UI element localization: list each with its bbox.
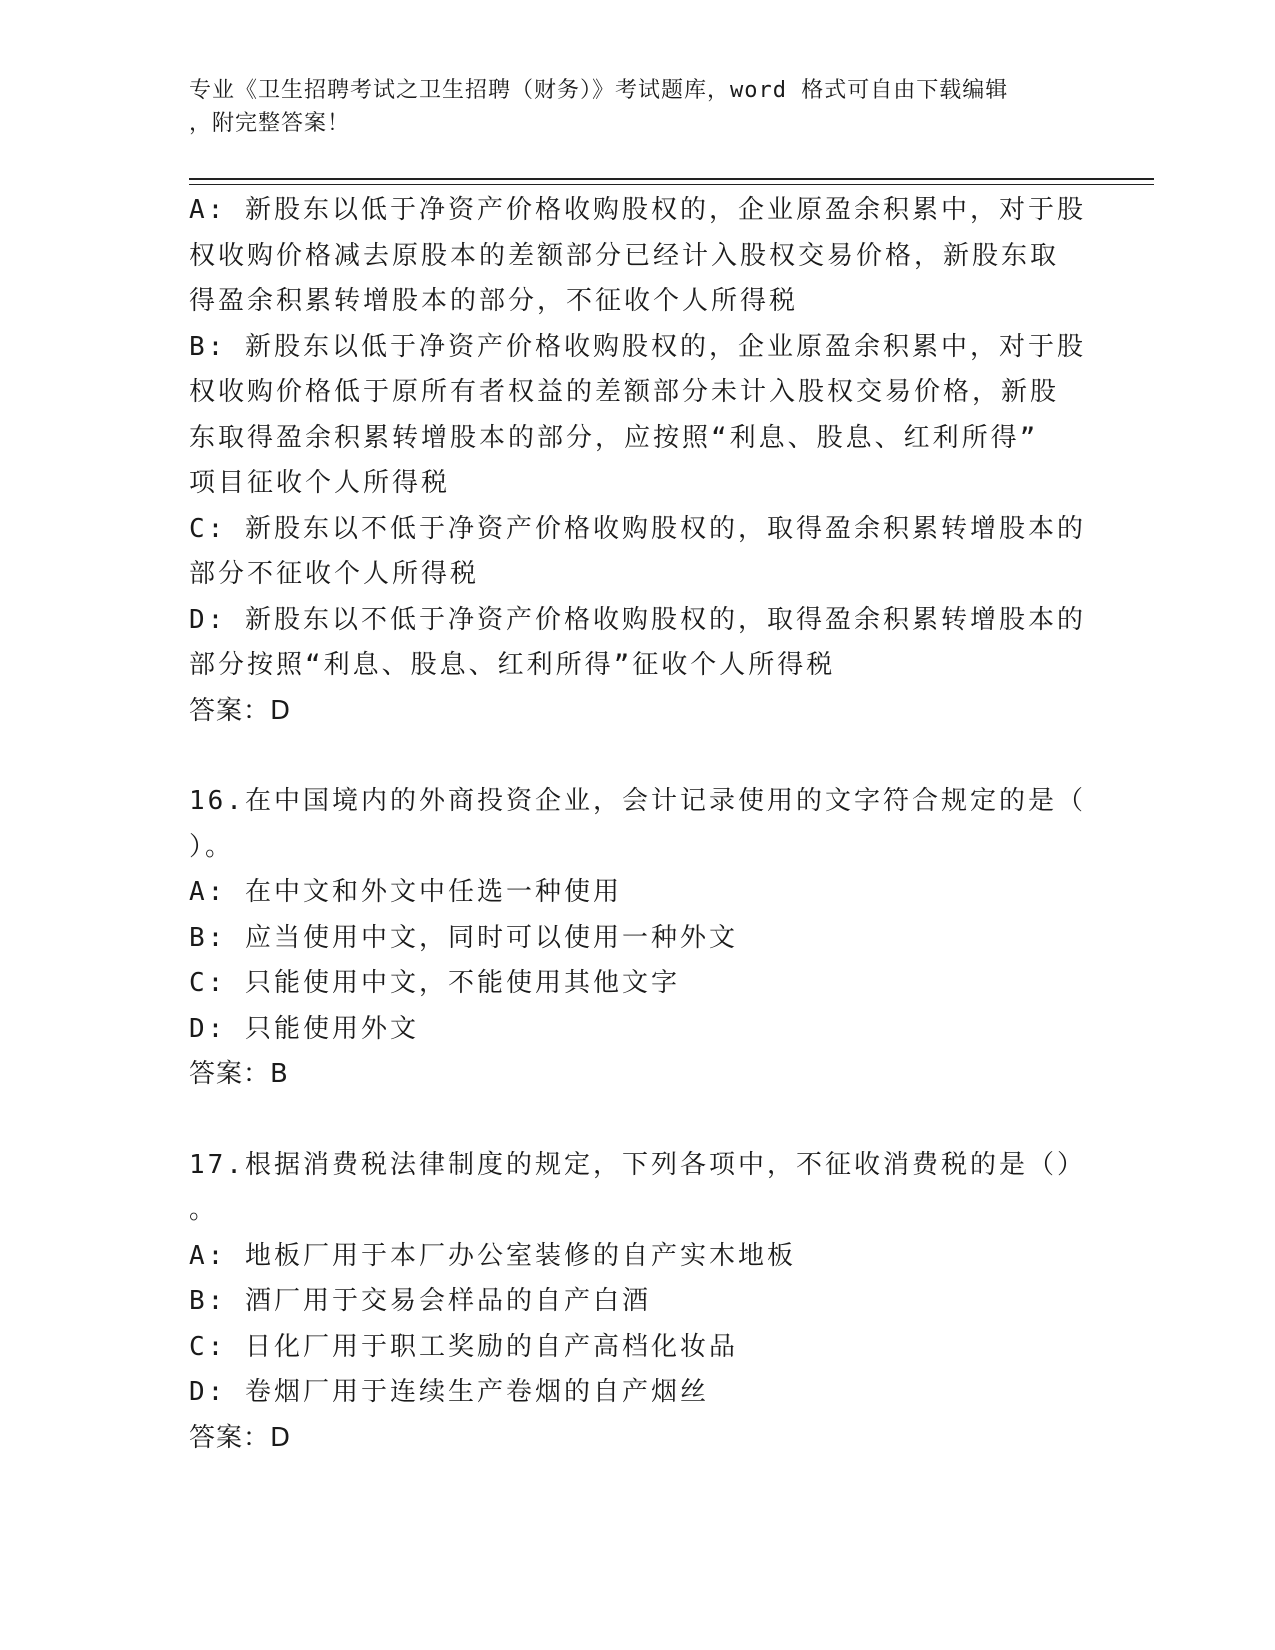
q16-option-a: A: 在中文和外文中任选一种使用 (189, 877, 622, 907)
option-line: D: 新股东以不低于净资产价格收购股权的，取得盈余积累转增股本的 (189, 604, 1086, 635)
header-line-2: ，附完整答案！ (189, 111, 351, 136)
q17-question-line: 17.根据消费税法律制度的规定，下列各项中，不征收消费税的是（） (189, 1149, 1086, 1180)
q15-option-d (189, 598, 1089, 689)
q15-option-c (189, 507, 1089, 598)
q16-answer: 答案：B (189, 1059, 289, 1089)
q17-answer: 答案：D (189, 1422, 292, 1453)
spacer (189, 1098, 1089, 1143)
option-line: 东取得盈余积累转增股本的部分，应按照“利息、股息、红利所得” (189, 422, 1039, 453)
option-line: 部分不征收个人所得税 (189, 559, 480, 589)
q16-option-d: D: 只能使用外文 (189, 1013, 419, 1044)
option-line: 得盈余积累转增股本的部分，不征收个人所得税 (189, 286, 799, 316)
q17-option-d: D: 卷烟厂用于连续生产卷烟的自产烟丝 (189, 1377, 709, 1407)
q15-option-b (189, 325, 1089, 507)
option-line: 权收购价格减去原股本的差额部分已经计入股权交易价格，新股东取 (189, 240, 1060, 271)
option-line: A: 新股东以低于净资产价格收购股权的，企业原盈余积累中，对于股 (189, 195, 1086, 225)
q17-option-c: C: 日化厂用于职工奖励的自产高档化妆品 (189, 1331, 738, 1362)
spacer (189, 734, 1089, 779)
header-rule-thick (189, 178, 1154, 180)
header-rule-thin (189, 184, 1154, 185)
option-line: 部分按照“利息、股息、红利所得”征收个人所得税 (189, 650, 836, 680)
header-line-1: 专业《卫生招聘考试之卫生招聘（财务）》考试题库，word 格式可自由下载编辑 (189, 78, 1009, 103)
q17-option-b: B: 酒厂用于交易会样品的自产白酒 (189, 1286, 651, 1316)
q15-option-a (189, 188, 1089, 325)
document-header (189, 74, 1069, 140)
option-line: 项目征收个人所得税 (189, 468, 451, 498)
q15-answer: 答案：D (189, 695, 292, 726)
q16-option-b: B: 应当使用中文，同时可以使用一种外文 (189, 922, 738, 953)
option-line: B: 新股东以低于净资产价格收购股权的，企业原盈余积累中，对于股 (189, 331, 1086, 362)
option-line: C: 新股东以不低于净资产价格收购股权的，取得盈余积累转增股本的 (189, 513, 1086, 544)
question-16-block (189, 779, 1089, 1098)
q17-option-a: A: 地板厂用于本厂办公室装修的自产实木地板 (189, 1240, 796, 1271)
q17-question-line: 。 (189, 1195, 219, 1225)
q16-question-line: ）。 (189, 831, 235, 862)
q16-question-line: 16.在中国境内的外商投资企业，会计记录使用的文字符合规定的是（ (189, 786, 1086, 816)
question-15-block (189, 188, 1089, 734)
option-line: 权收购价格低于原所有者权益的差额部分未计入股权交易价格，新股 (189, 377, 1060, 407)
question-17-block (189, 1143, 1089, 1462)
q16-option-c: C: 只能使用中文，不能使用其他文字 (189, 968, 680, 998)
document-body (189, 188, 1089, 1461)
